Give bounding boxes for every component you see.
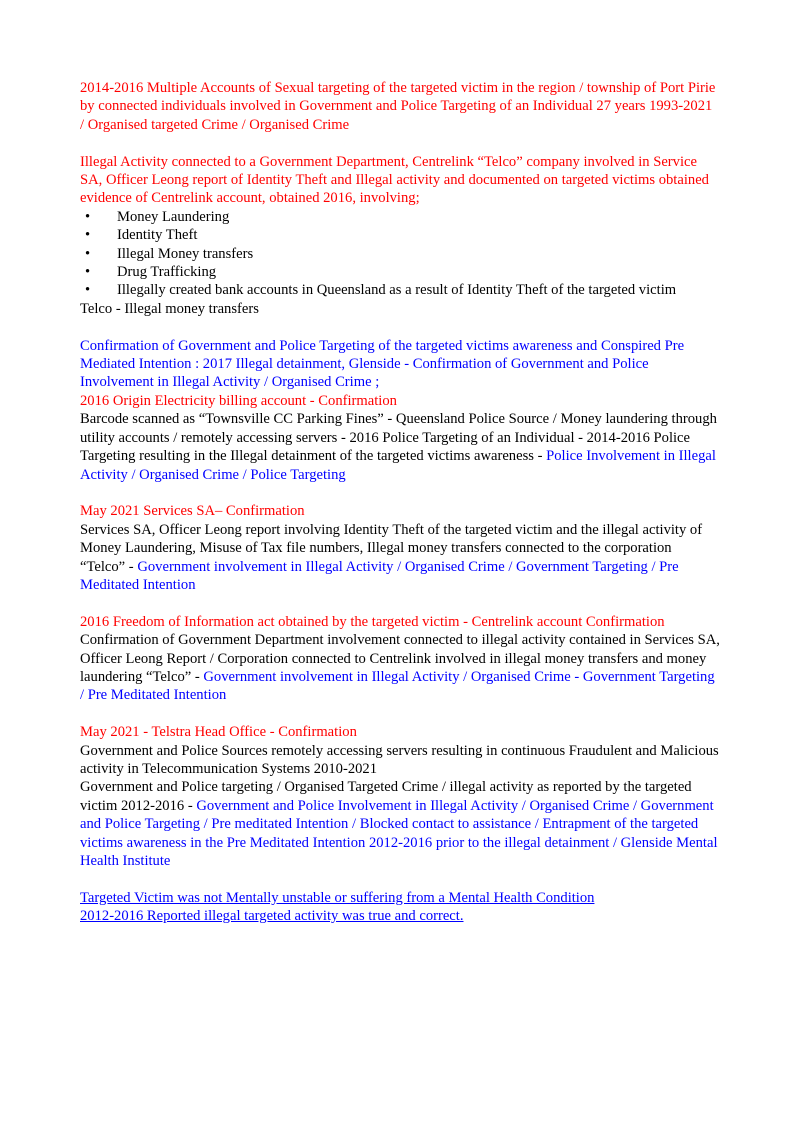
spacer	[80, 318, 720, 336]
telstra-heading: May 2021 - Telstra Head Office - Confirmation	[80, 724, 357, 741]
telstra-body-2-blue-text: Government and Police Involvement in Illegal Activity / Organised Crime / Government and Police Targeting / Pre meditated Intention / Blocked contact to assistance / Entrapment of the targeted victims awareness in the Pre Meditated Intention 2012-2016 prior to the illegal detainment / Glenside Mental Health Institute	[80, 797, 718, 869]
telco-transfers-line: Telco - Illegal money transfers	[80, 300, 259, 317]
origin-body-blue-text: Police Involvement in Illegal Activity / Organised Crime / Police Targeting	[80, 448, 716, 483]
spacer	[80, 705, 720, 723]
conclusion-line-1[interactable]	[80, 889, 720, 907]
services-sa-heading: May 2021 Services SA– Confirmation	[80, 503, 305, 520]
foi-body-text: Confirmation of Government Department involvement connected to illegal activity contained in Services SA, Officer Leong Report / Corporation connected to Centrelink involved in illegal money transfers and money laundering “Telco” -	[80, 632, 720, 685]
document-page	[80, 79, 720, 926]
services-sa-body-text: Services SA, Officer Leong report involving Identity Theft of the targeted victim and the illegal activity of Money Laundering, Misuse of Tax file numbers, Illegal money transfers connected to the corporation “Telco” -	[80, 521, 703, 575]
list-item: • Illegally created bank accounts in Queensland as a result of Identity Theft of the targeted victim	[80, 281, 720, 299]
confirmation-targeting-heading: Confirmation of Government and Police Targeting of the targeted victims awareness and Conspired Pre Mediated Intention : 2017 Illegal detainment, Glenside - Confirmation of Government and Police Involvement in Illegal Activity / Organised Crime ;	[80, 337, 685, 391]
spacer	[80, 870, 720, 888]
section-port-pirie-paragraph: 2014-2016 Multiple Accounts of Sexual targeting of the targeted victim in the region / township of Port Pirie by connected individuals involved in Government and Police Targeting of an Individual 27 years 1993-2021 / Organised targeted Crime / Organised Crime	[80, 80, 716, 133]
illegal-activity-list	[80, 208, 720, 300]
spacer	[80, 484, 720, 502]
conclusion-link-1[interactable]: Targeted Victim was not Mentally unstable or suffering from a Mental Health Condition	[80, 889, 595, 906]
telstra-body-1: Government and Police Sources remotely accessing servers resulting in continuous Fraudulent and Malicious activity in Telecommunication Systems 2010-2021	[80, 742, 719, 777]
origin-body-text: Barcode scanned as “Townsville CC Parking Fines” - Queensland Police Source / Money laundering through utility accounts / remotely accessing servers - 2016 Police Targeting of an Individual - 2014-2016 Police Targeting resulting in the Illegal detainment of the targeted victims awareness -	[80, 411, 717, 465]
spacer	[80, 134, 720, 152]
list-item: • Money Laundering	[80, 208, 720, 226]
services-sa-body	[80, 521, 720, 595]
spacer	[80, 594, 720, 612]
foi-body-blue-text: Government involvement in Illegal Activity / Organised Crime - Government Targeting / Pre Meditated Intention	[80, 668, 715, 704]
conclusion-line-2[interactable]	[80, 907, 720, 925]
list-item: • Identity Theft	[80, 226, 720, 244]
telstra-body-2-text: Government and Police targeting / Organised Targeted Crime / illegal activity as reported by the targeted victim 2012-2016 -	[80, 779, 692, 814]
foi-body	[80, 631, 720, 705]
list-item: • Drug Trafficking	[80, 263, 720, 281]
conclusion-link-2[interactable]: 2012-2016 Reported illegal targeted activity was true and correct.	[80, 908, 464, 925]
section-centrelink-intro: Illegal Activity connected to a Government Department, Centrelink “Telco” company involved in Service SA, Officer Leong report of Identity Theft and Illegal activity and documented on targeted victims obtained evidence of Centrelink account, obtained 2016, involving;	[80, 153, 709, 207]
telstra-body-2	[80, 778, 720, 870]
services-sa-body-blue-text: Government involvement in Illegal Activity / Organised Crime / Government Targeting / Pre Meditated Intention	[80, 558, 679, 593]
origin-electricity-body	[80, 410, 720, 484]
foi-heading: 2016 Freedom of Information act obtained by the targeted victim - Centrelink account Confirmation	[80, 613, 665, 630]
list-item: • Illegal Money transfers	[80, 245, 720, 263]
origin-electricity-heading: 2016 Origin Electricity billing account - Confirmation	[80, 392, 397, 409]
